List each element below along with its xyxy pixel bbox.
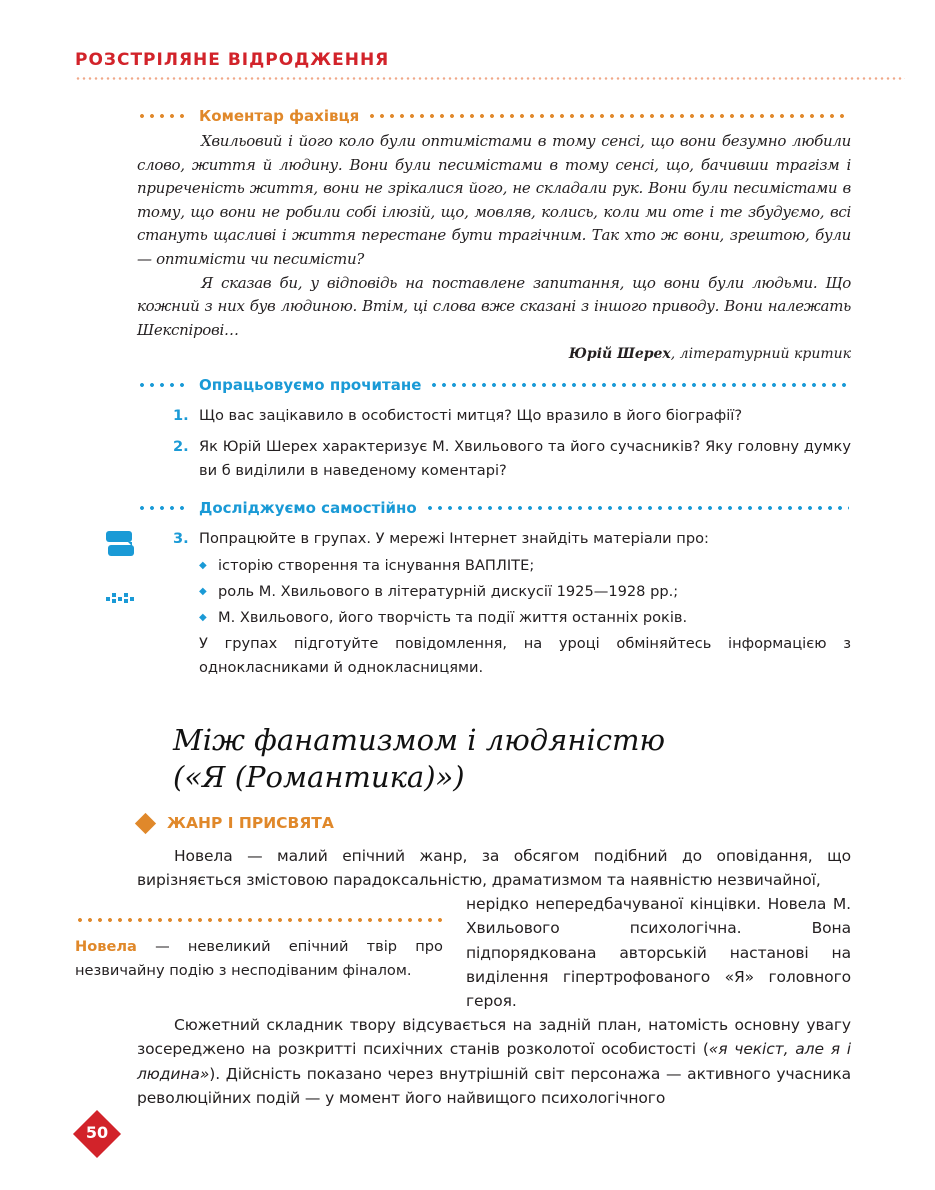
body-paragraph: [137, 1013, 851, 1110]
expert-heading-title: Коментар фахівця: [199, 107, 360, 125]
group-note: У групах підготуйте повідомлення, на уроці обміняйтесь інформацією з однокласниками й однокласницями.: [199, 635, 851, 676]
question-item: [173, 404, 851, 428]
definition-box: [75, 935, 443, 983]
heading-dots-left: [137, 383, 187, 387]
header-divider: [75, 77, 905, 80]
group-chat-icon: [104, 531, 136, 559]
list-item-text: історію створення та існування ВАПЛІТЕ;: [218, 557, 535, 574]
question-text: Попрацюйте в групах. У мережі Інтернет знайдіть матеріали про:: [199, 530, 709, 547]
definition-term: Новела: [75, 938, 137, 955]
question-number: 1.: [173, 407, 189, 424]
body-paragraph-wrap: нерідко непередбачуваної кінцівки. Новела М. Хвильового психологічна. Вона підпорядкована авторській настанові на виділення гіпертрофованого «Я» головного героя.: [466, 895, 851, 1011]
heading-dots-left: [137, 506, 187, 510]
genre-heading: [138, 814, 334, 832]
heading-dots-right: [425, 506, 849, 510]
author-name: Юрій Шерех: [568, 346, 671, 362]
chapter-title-line: Між фанатизмом і людяністю: [173, 723, 666, 757]
review-questions: [173, 404, 851, 490]
question-item: [173, 527, 851, 551]
chapter-title: [173, 722, 665, 796]
question-number: 3.: [173, 530, 189, 547]
list-item-text: М. Хвильового, його творчість та події життя останніх років.: [218, 609, 688, 626]
expert-heading: [137, 106, 849, 126]
body-quote: «я чекіст, але я і людина»: [137, 1040, 851, 1083]
research-heading: [137, 498, 849, 518]
attribution: [569, 346, 851, 362]
research-bullets: [199, 553, 851, 631]
chapter-title-line: («Я (Романтика)»): [173, 760, 465, 794]
heading-dots-left: [137, 114, 187, 118]
expert-paragraph: Я сказав би, у відповідь на поставлене запитання, що вони були людьми. Що кожний з них був людиною. Втім, ці слова вже сказані з іншого приводу. Вони належать Шекспірові…: [137, 273, 851, 339]
diamond-icon: [135, 812, 156, 833]
expert-commentary: [137, 130, 851, 342]
definition-divider: [75, 918, 443, 922]
definition-text: — невеликий епічний твір про незвичайну подію з несподіваним фіналом.: [75, 938, 443, 979]
heading-dots-right: [429, 383, 849, 387]
list-item: [199, 579, 851, 605]
heading-dots-right: [367, 114, 849, 118]
list-item: [199, 553, 851, 579]
list-item: [199, 605, 851, 631]
body-text-run: Сюжетний складник твору відсувається на задній план, натомість основну увагу зосереджено на розкритті психічних станів розколотої особистості (: [137, 1016, 851, 1059]
list-item-text: роль М. Хвильового в літературній дискусії 1925—1928 рр.;: [218, 583, 679, 600]
diamond-bullet-icon: ◆: [199, 560, 207, 571]
review-heading-title: Опрацьовуємо прочитане: [199, 376, 422, 394]
page-number-badge: [72, 1109, 122, 1159]
research-heading-title: Досліджуємо самостійно: [199, 499, 417, 517]
internet-icon: [104, 591, 136, 603]
question-number: 2.: [173, 438, 189, 455]
review-heading: [137, 375, 849, 395]
research-task: [173, 527, 851, 631]
diamond-bullet-icon: ◆: [199, 612, 207, 623]
question-text: Що вас зацікавило в особистості митця? Що вразило в його біографії?: [199, 407, 743, 424]
page-number: 50: [85, 1123, 109, 1142]
running-head: РОЗСТРІЛЯНЕ ВІДРОДЖЕННЯ: [75, 50, 390, 70]
diamond-bullet-icon: ◆: [199, 586, 207, 597]
body-paragraph: Новела — малий епічний жанр, за обсягом подібний до оповідання, що вирізняється змістовою парадоксальністю, драматизмом та наявністю незвичайної,: [137, 847, 851, 890]
question-text: Як Юрій Шерех характеризує М. Хвильового та його сучасників? Яку головну думку ви б виділили в наведеному коментарі?: [199, 438, 851, 479]
genre-heading-title: ЖАНР І ПРИСВЯТА: [167, 814, 334, 832]
author-role: , літературний критик: [670, 346, 851, 362]
expert-paragraph: Хвильовий і його коло були оптимістами в тому сенсі, що вони безумно любили слово, життя й людину. Вони були песимістами в тому сенсі, що, бачивши трагізм і приреченість життя, вони не зрікалися його, не складали рук. Вони були песимістами в тому, що вони не робили собі ілюзій, що, мовляв, колись, коли ми оте і те збудуємо, всі стануть щасливі і життя перестане бути трагічним. Так хто ж вони, зрештою, були — оптимісти чи песимісти?: [137, 132, 851, 268]
question-item: [173, 435, 851, 483]
body-text-run: ). Дійсність показано через внутрішній світ персонажа — активного учасника революційних подій — у момент його найвищого психологічного: [137, 1064, 851, 1107]
